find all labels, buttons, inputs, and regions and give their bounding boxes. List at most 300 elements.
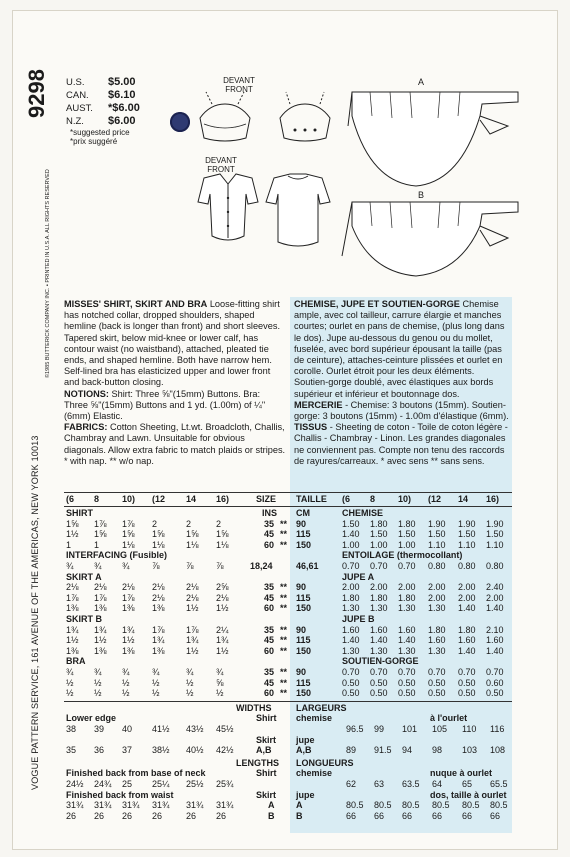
size-header: 8 bbox=[94, 494, 100, 504]
yardage-value: 1⅜ bbox=[66, 603, 79, 614]
measure-value: 31¾ bbox=[66, 800, 84, 811]
yardage-value: 1⅝ bbox=[216, 529, 229, 540]
yardage-value: ¾ bbox=[94, 561, 102, 571]
yardage-value: 1½ bbox=[66, 529, 79, 540]
yardage-value: ¾ bbox=[66, 667, 74, 677]
tissus-label: TISSUS bbox=[294, 422, 328, 433]
yardage-value: 1 bbox=[94, 539, 100, 550]
fabric-width-cm: 115 bbox=[296, 677, 311, 688]
yardage-value-cm: 1.80 bbox=[458, 624, 476, 635]
measure-value: 45½ bbox=[216, 724, 234, 734]
yardage-value: 1¾ bbox=[122, 624, 135, 635]
measure-title: LENGTHS bbox=[236, 757, 280, 768]
fabric-width-cm: 150 bbox=[296, 539, 312, 550]
fabric-width-cm: 90 bbox=[296, 582, 307, 593]
yardage-value-cm: 1.00 bbox=[342, 539, 360, 550]
yardage-value-cm: 0.70 bbox=[398, 561, 416, 571]
measure-value: 26 bbox=[186, 810, 197, 821]
garment-label: Shirt bbox=[256, 768, 277, 779]
body-english: Loose-fitting shirt has notched collar, dropped shoulders, shaped hemline (back is longer than front) and short sleeves. Tapered skirt, below mid-knee or lower calf, has contour waist (no waistband), attached, pleated tie ends, and shaped hemline. Both have narrow hem. Self-lined bra has elasticized upper and lower front and back-button closing. bbox=[64, 299, 281, 388]
yardage-value-cm: 0.50 bbox=[342, 677, 360, 688]
measure-value-cm: 62 bbox=[346, 779, 357, 789]
measure-value-cm: 80.5 bbox=[462, 800, 480, 811]
yardage-value: 1⅞ bbox=[94, 518, 107, 529]
measure-value: 42½ bbox=[216, 745, 234, 756]
yardage-value-cm: 1.60 bbox=[486, 635, 504, 646]
yardage-value-cm: 2.00 bbox=[342, 582, 360, 593]
yardage-value-cm: 0.80 bbox=[486, 561, 504, 571]
yardage-value: 1½ bbox=[216, 603, 229, 614]
measure-value-cm: 80.5 bbox=[346, 800, 364, 811]
fabrics-label: FABRICS: bbox=[64, 422, 108, 433]
yardage-value: 1¾ bbox=[152, 635, 165, 646]
size-header: 10) bbox=[398, 494, 412, 504]
yardage-value-cm: 1.50 bbox=[486, 529, 504, 540]
yardage-value: 1⅝ bbox=[152, 529, 165, 540]
yardage-value-cm: 0.50 bbox=[370, 677, 388, 688]
size-header: (6 bbox=[342, 494, 351, 504]
yardage-value-cm: 0.50 bbox=[398, 688, 416, 699]
yardage-value-cm: 2.10 bbox=[486, 624, 504, 635]
nap-marker: ** bbox=[280, 688, 288, 699]
yardage-value-cm: 0.80 bbox=[428, 561, 446, 571]
yardage-value: 1⅛ bbox=[152, 539, 165, 550]
size-header: 8 bbox=[370, 494, 376, 504]
nap-marker: ** bbox=[280, 529, 288, 540]
size-label: SIZE bbox=[256, 494, 277, 504]
garment-label-french: jupe bbox=[296, 734, 315, 745]
yardage-value: 1 bbox=[66, 539, 72, 550]
yardage-value-cm: 1.80 bbox=[370, 592, 388, 603]
yardage-value: ¾ bbox=[122, 667, 130, 677]
yardage-value-cm: 1.90 bbox=[428, 518, 446, 529]
measure-value: 26 bbox=[152, 810, 163, 821]
garment-label: A,B bbox=[256, 745, 272, 756]
skirt-illustrations bbox=[340, 86, 520, 286]
price-list bbox=[66, 76, 140, 146]
measure-value-cm: 116 bbox=[490, 724, 505, 734]
nap-marker: ** bbox=[280, 677, 288, 688]
price-amount: $6.00 bbox=[108, 115, 136, 127]
yardage-value: 2⅛ bbox=[152, 592, 165, 603]
yardage-value-cm: 1.10 bbox=[486, 539, 504, 550]
yardage-value: 1⅝ bbox=[186, 529, 199, 540]
yardage-value-cm: 1.30 bbox=[398, 603, 416, 614]
price-row bbox=[66, 102, 140, 115]
yardage-value-cm: 1.40 bbox=[458, 645, 476, 656]
nap-marker: ** bbox=[280, 624, 288, 635]
measure-value: 26 bbox=[94, 810, 105, 821]
yardage-value: 1½ bbox=[122, 635, 135, 646]
yardage-value: 1⅝ bbox=[122, 529, 135, 540]
measure-value-cm: 66 bbox=[462, 810, 473, 821]
title-french: CHEMISE, JUPE ET SOUTIEN-GORGE bbox=[294, 299, 460, 309]
yardage-value: 1⅞ bbox=[122, 592, 135, 603]
yardage-value: 1⅝ bbox=[94, 529, 107, 540]
yardage-value: ¾ bbox=[122, 561, 130, 571]
fabric-width-cm: 150 bbox=[296, 603, 312, 614]
fabric-width-cm: 115 bbox=[296, 592, 311, 603]
price-row bbox=[66, 76, 140, 89]
yardage-value: ½ bbox=[66, 688, 74, 699]
view-letter: B bbox=[296, 810, 303, 821]
yardage-value-cm: 2.00 bbox=[428, 592, 446, 603]
view-b-label: B bbox=[418, 190, 425, 200]
yardage-value: ⅝ bbox=[216, 677, 224, 688]
yardage-value: 1⅜ bbox=[122, 645, 135, 656]
shirt-illustration bbox=[184, 172, 344, 254]
yardage-value-cm: 1.50 bbox=[398, 529, 416, 540]
yardage-value: 2⅛ bbox=[152, 582, 165, 593]
measure-value: 25¾ bbox=[216, 779, 234, 789]
yardage-value-cm: 2.00 bbox=[486, 592, 504, 603]
nap-marker: ** bbox=[280, 539, 288, 550]
fabric-width: 60 bbox=[264, 688, 275, 699]
garment-label: Shirt bbox=[256, 713, 277, 724]
yardage-value-cm: 2.00 bbox=[370, 582, 388, 593]
yardage-value: 2⅛ bbox=[186, 582, 199, 593]
yardage-value: 1¾ bbox=[216, 635, 229, 646]
yardage-value-cm: 1.40 bbox=[486, 645, 504, 656]
yardage-value: ½ bbox=[122, 677, 130, 688]
yardage-value-cm: 0.50 bbox=[342, 688, 360, 699]
yardage-value: ¾ bbox=[94, 667, 102, 677]
fabric-width-cm: 150 bbox=[296, 688, 312, 699]
yardage-value: 1⅜ bbox=[66, 645, 79, 656]
yardage-value: 1⅞ bbox=[186, 624, 199, 635]
yardage-value: ½ bbox=[186, 688, 194, 699]
yardage-value-cm: 0.70 bbox=[342, 561, 360, 571]
yardage-value-cm: 0.70 bbox=[486, 667, 504, 677]
garment-label: Skirt bbox=[256, 789, 277, 800]
yardage-value: 1⅝ bbox=[66, 518, 79, 529]
measure-value-cm: 66 bbox=[346, 810, 357, 821]
yardage-value-cm: 0.70 bbox=[342, 667, 360, 677]
yardage-value: 1½ bbox=[216, 645, 229, 656]
nap-marker: ** bbox=[280, 518, 288, 529]
measure-value: 26 bbox=[66, 810, 77, 821]
measure-value-cm: 66 bbox=[490, 810, 501, 821]
measure-value: 31¾ bbox=[186, 800, 204, 811]
section-title-french: JUPE B bbox=[342, 614, 375, 624]
yardage-value: 1⅞ bbox=[94, 592, 107, 603]
yardage-value: 2⅛ bbox=[94, 582, 107, 593]
yardage-value: 1½ bbox=[94, 635, 107, 646]
yardage-value-cm: 2.00 bbox=[428, 582, 446, 593]
yardage-value-cm: 2.40 bbox=[486, 582, 504, 593]
yardage-value-cm: 1.40 bbox=[370, 635, 388, 646]
measure-value-cm: 80.5 bbox=[432, 800, 450, 811]
section-title-french: SOUTIEN-GORGE bbox=[342, 656, 419, 667]
fabrics-text: Cotton Sheeting, Lt.wt. Broadcloth, Challis, Chambray and Lawn. Unsuitable for obvious diagonals. Allow extra fabric to match plaids or stripes. * with nap. ** w/o nap. bbox=[64, 422, 286, 466]
measure-value-cm: 103 bbox=[462, 745, 478, 756]
yardage-value-cm: 1.80 bbox=[428, 624, 446, 635]
yardage-value: ½ bbox=[152, 688, 160, 699]
measure-value-cm: 64 bbox=[432, 779, 443, 789]
taille-label: TAILLE bbox=[296, 494, 327, 504]
nap-marker: ** bbox=[280, 635, 288, 646]
notions-text: Shirt: Three ⅝"(15mm) Buttons. Bra: Three ⅝"(15mm) Buttons and 1 yd. (1.00m) of ¼"(6mm) Elastic. bbox=[64, 388, 266, 422]
garment-label-french: A,B bbox=[296, 745, 312, 756]
measure-value-cm: 110 bbox=[462, 724, 477, 734]
publisher-address: VOGUE PATTERN SERVICE, 161 AVENUE OF THE AMERICAS, NEW YORK 10013 bbox=[30, 435, 40, 790]
yardage-value: 2⅛ bbox=[66, 582, 79, 593]
measure-value: 41½ bbox=[152, 724, 170, 734]
yardage-value: 1½ bbox=[186, 603, 199, 614]
yardage-value: 2⅝ bbox=[216, 582, 229, 593]
measure-value-cm: 89 bbox=[346, 745, 357, 756]
measure-value: 35 bbox=[66, 745, 77, 756]
yardage-value-cm: 0.50 bbox=[458, 688, 476, 699]
yardage-value-cm: 1.60 bbox=[428, 635, 446, 646]
measure-value: 26 bbox=[122, 810, 133, 821]
yardage-value-cm: 1.30 bbox=[342, 603, 360, 614]
yardage-value: 1½ bbox=[186, 645, 199, 656]
fabric-width-cm: 46,61 bbox=[296, 561, 319, 571]
yardage-value-cm: 1.80 bbox=[370, 518, 388, 529]
measure-value-cm: 99 bbox=[374, 724, 385, 734]
copyright-notice: ©1985 BUTTERICK COMPANY INC. • PRINTED IN U.S.A. ALL RIGHTS RESERVED bbox=[45, 169, 51, 378]
yardage-value-cm: 0.50 bbox=[370, 688, 388, 699]
section-title: SKIRT B bbox=[66, 614, 102, 624]
fabric-width-cm: 115 bbox=[296, 635, 311, 646]
fabric-width-cm: 150 bbox=[296, 645, 312, 656]
yardage-value-cm: 1.90 bbox=[486, 518, 504, 529]
table-rule bbox=[64, 492, 512, 493]
yardage-value: 1⅜ bbox=[152, 603, 165, 614]
section-title: SKIRT A bbox=[66, 571, 102, 582]
yardage-value: ½ bbox=[186, 677, 194, 688]
measure-value: 43½ bbox=[186, 724, 204, 734]
fabric-width: 35 bbox=[264, 518, 275, 529]
yardage-value: 1⅜ bbox=[94, 603, 107, 614]
fabric-width-cm: 90 bbox=[296, 624, 307, 635]
section-title-french: ENTOILAGE (thermocollant) bbox=[342, 550, 463, 561]
yardage-value: ⅞ bbox=[152, 561, 160, 571]
description-french bbox=[294, 299, 510, 467]
measure-value-cm: 63.5 bbox=[402, 779, 420, 789]
yardage-value-cm: 1.50 bbox=[428, 529, 446, 540]
fabric-width-cm: 90 bbox=[296, 667, 307, 677]
measure-value: 38 bbox=[66, 724, 77, 734]
measure-value-cm: 80.5 bbox=[490, 800, 508, 811]
measure-value: 24½ bbox=[66, 779, 84, 789]
section-title: INTERFACING (Fusible) bbox=[66, 550, 167, 561]
yardage-value: 2⅛ bbox=[186, 592, 199, 603]
nap-marker: ** bbox=[280, 645, 288, 656]
fabric-width: 45 bbox=[264, 677, 275, 688]
nap-marker: ** bbox=[280, 603, 288, 614]
measure-value-cm: 94 bbox=[402, 745, 413, 756]
fabric-width: 35 bbox=[264, 667, 275, 677]
fabric-width: 45 bbox=[264, 635, 275, 646]
garment-label-french: chemise bbox=[296, 768, 333, 779]
measure-value: 37 bbox=[122, 745, 133, 756]
yardage-value: ¾ bbox=[186, 667, 194, 677]
yardage-value: ½ bbox=[216, 688, 224, 699]
notions-label: NOTIONS: bbox=[64, 388, 109, 399]
yardage-value: 1¾ bbox=[94, 624, 107, 635]
yardage-value-cm: 1.50 bbox=[342, 518, 360, 529]
devant-front-label: DEVANT FRONT bbox=[223, 76, 255, 94]
table-rule bbox=[64, 701, 512, 702]
yardage-value: ½ bbox=[66, 677, 74, 688]
yardage-value: 1⅛ bbox=[216, 539, 229, 550]
measure-value: 25 bbox=[122, 779, 133, 789]
yardage-value-cm: 0.60 bbox=[486, 677, 504, 688]
title-english: MISSES' SHIRT, SKIRT AND BRA bbox=[64, 299, 208, 309]
yardage-value-cm: 1.40 bbox=[342, 635, 360, 646]
bra-illustration bbox=[190, 90, 340, 150]
yardage-value-cm: 1.00 bbox=[370, 539, 388, 550]
yardage-value-cm: 1.80 bbox=[398, 592, 416, 603]
blue-dot-icon bbox=[170, 112, 190, 132]
price-row bbox=[66, 115, 140, 128]
yardage-value: 1⅜ bbox=[152, 645, 165, 656]
pattern-number: 9298 bbox=[24, 69, 49, 118]
measure-value-cm: 80.5 bbox=[374, 800, 392, 811]
yardage-value-cm: 1.30 bbox=[342, 645, 360, 656]
yardage-value: 2¼ bbox=[216, 624, 229, 635]
yardage-value-cm: 1.40 bbox=[342, 529, 360, 540]
yardage-value: 1⅞ bbox=[122, 518, 135, 529]
measure-value-cm: 66 bbox=[374, 810, 385, 821]
yardage-value-cm: 1.40 bbox=[458, 603, 476, 614]
yardage-value-cm: 1.30 bbox=[428, 645, 446, 656]
yardage-value-cm: 0.70 bbox=[458, 667, 476, 677]
yardage-value: ¾ bbox=[152, 667, 160, 677]
measure-value-cm: 65.5 bbox=[490, 779, 508, 789]
view-letter: B bbox=[268, 810, 275, 821]
measure-title-french: LARGEURS bbox=[296, 702, 347, 713]
yardage-value: 2⅛ bbox=[216, 592, 229, 603]
yardage-value-cm: 0.50 bbox=[458, 677, 476, 688]
yardage-value: ⅞ bbox=[186, 561, 194, 571]
mercerie-text: - Chemise: 3 boutons (15mm). Soutien-gorge: 3 boutons (15mm) - 1.00m d'élastique (6mm). bbox=[294, 399, 509, 422]
measure-value-cm: 65 bbox=[462, 779, 473, 789]
yardage-value: 1½ bbox=[66, 635, 79, 646]
size-header: (12 bbox=[428, 494, 442, 504]
yardage-value-cm: 1.60 bbox=[398, 624, 416, 635]
yardage-value: ½ bbox=[94, 688, 102, 699]
unit-label: CM bbox=[296, 508, 310, 518]
size-header: 16) bbox=[486, 494, 500, 504]
yardage-value-cm: 1.90 bbox=[458, 518, 476, 529]
yardage-value-cm: 1.10 bbox=[458, 539, 476, 550]
yardage-value: 2 bbox=[152, 518, 158, 529]
fabric-width: 35 bbox=[264, 624, 275, 635]
garment-label: Skirt bbox=[256, 734, 277, 745]
yardage-value-cm: 0.70 bbox=[398, 667, 416, 677]
view-a-label: A bbox=[418, 77, 425, 87]
yardage-value: ½ bbox=[122, 688, 130, 699]
price-note: *suggested price *prix suggéré bbox=[70, 128, 130, 146]
fabric-width: 60 bbox=[264, 645, 275, 656]
yardage-value: ½ bbox=[94, 677, 102, 688]
fabric-width: 18,24 bbox=[250, 561, 273, 571]
price-region: CAN. bbox=[66, 90, 89, 101]
yardage-value-cm: 2.00 bbox=[458, 582, 476, 593]
fabric-width: 45 bbox=[264, 592, 275, 603]
price-amount: *$6.00 bbox=[108, 102, 140, 114]
measure-label-french: nuque à ourlet bbox=[430, 768, 493, 779]
yardage-value-cm: 0.50 bbox=[428, 677, 446, 688]
yardage-value: 1⅛ bbox=[122, 539, 135, 550]
measure-value-cm: 105 bbox=[432, 724, 448, 734]
yardage-value-cm: 2.00 bbox=[458, 592, 476, 603]
yardage-value-cm: 1.80 bbox=[398, 518, 416, 529]
price-region: N.Z. bbox=[66, 116, 84, 127]
price-amount: $5.00 bbox=[108, 76, 136, 88]
yardage-value-cm: 0.50 bbox=[428, 688, 446, 699]
yardage-value-cm: 1.50 bbox=[370, 529, 388, 540]
size-header: 10) bbox=[122, 494, 136, 504]
nap-marker: ** bbox=[280, 592, 288, 603]
yardage-value-cm: 0.80 bbox=[458, 561, 476, 571]
yardage-value-cm: 1.30 bbox=[398, 645, 416, 656]
section-title-french: CHEMISE bbox=[342, 508, 384, 518]
nap-marker: ** bbox=[280, 667, 288, 677]
measure-value: 31¾ bbox=[152, 800, 170, 811]
fabric-width: 45 bbox=[264, 529, 275, 540]
measure-label-french: dos, taille à ourlet bbox=[430, 789, 507, 800]
measure-value-cm: 80.5 bbox=[402, 800, 420, 811]
measure-value-cm: 63 bbox=[374, 779, 385, 789]
garment-label-french: chemise bbox=[296, 713, 333, 724]
nap-marker: ** bbox=[280, 582, 288, 593]
section-title: BRA bbox=[66, 656, 86, 667]
size-header: (6 bbox=[66, 494, 75, 504]
fabric-width: 60 bbox=[264, 603, 275, 614]
measure-value: 26 bbox=[216, 810, 227, 821]
measure-title: WIDTHS bbox=[236, 702, 272, 713]
yardage-value-cm: 1.00 bbox=[398, 539, 416, 550]
yardage-value-cm: 1.30 bbox=[370, 645, 388, 656]
view-letter: A bbox=[296, 800, 303, 811]
size-header: 16) bbox=[216, 494, 230, 504]
measure-value-cm: 98 bbox=[432, 745, 443, 756]
price-row bbox=[66, 89, 140, 102]
yardage-value-cm: 0.70 bbox=[428, 667, 446, 677]
price-region: AUST. bbox=[66, 103, 93, 114]
measure-value: 31¾ bbox=[94, 800, 112, 811]
body-french: Chemise ample, avec col tailleur, carrure élargie et manches courtes; ourlet en pans de chemise, (plus long dans le dos). Jupe au-dessous du genou ou du mollet, fuselée, avec bord supérieur épousant la taille (pas de ceinture), attaches-ceinture plissées et ourlet en corolle. Ourlet étroit pour les deux éléments. Soutien-gorge doublé, avec élastiques aux bords supérieur et inférieur et boutonnage dos. bbox=[294, 299, 505, 399]
section-title-french: JUPE A bbox=[342, 571, 375, 582]
yardage-value-cm: 1.40 bbox=[398, 635, 416, 646]
price-region: U.S. bbox=[66, 77, 85, 88]
yardage-value-cm: 1.60 bbox=[458, 635, 476, 646]
yardage-value: 1⅜ bbox=[122, 603, 135, 614]
yardage-value-cm: 1.10 bbox=[428, 539, 446, 550]
measure-value: 24¾ bbox=[94, 779, 112, 789]
measure-label: Finished back from base of neck bbox=[66, 768, 206, 779]
yardage-value-cm: 1.30 bbox=[428, 603, 446, 614]
yardage-value-cm: 0.50 bbox=[486, 688, 504, 699]
fabric-width-cm: 90 bbox=[296, 518, 307, 529]
table-rule bbox=[64, 506, 512, 507]
yardage-value: 1⅞ bbox=[66, 592, 79, 603]
yardage-value-cm: 0.70 bbox=[370, 561, 388, 571]
measure-value: 31¾ bbox=[122, 800, 140, 811]
yardage-value: ⅞ bbox=[216, 561, 224, 571]
measure-value: 39 bbox=[94, 724, 105, 734]
yardage-value: 2 bbox=[186, 518, 192, 529]
mercerie-label: MERCERIE bbox=[294, 399, 343, 410]
devant-front-label: DEVANT FRONT bbox=[205, 156, 237, 174]
measure-value: 25¼ bbox=[152, 779, 170, 789]
yardage-value: 1¾ bbox=[186, 635, 199, 646]
yardage-value-cm: 2.00 bbox=[398, 582, 416, 593]
